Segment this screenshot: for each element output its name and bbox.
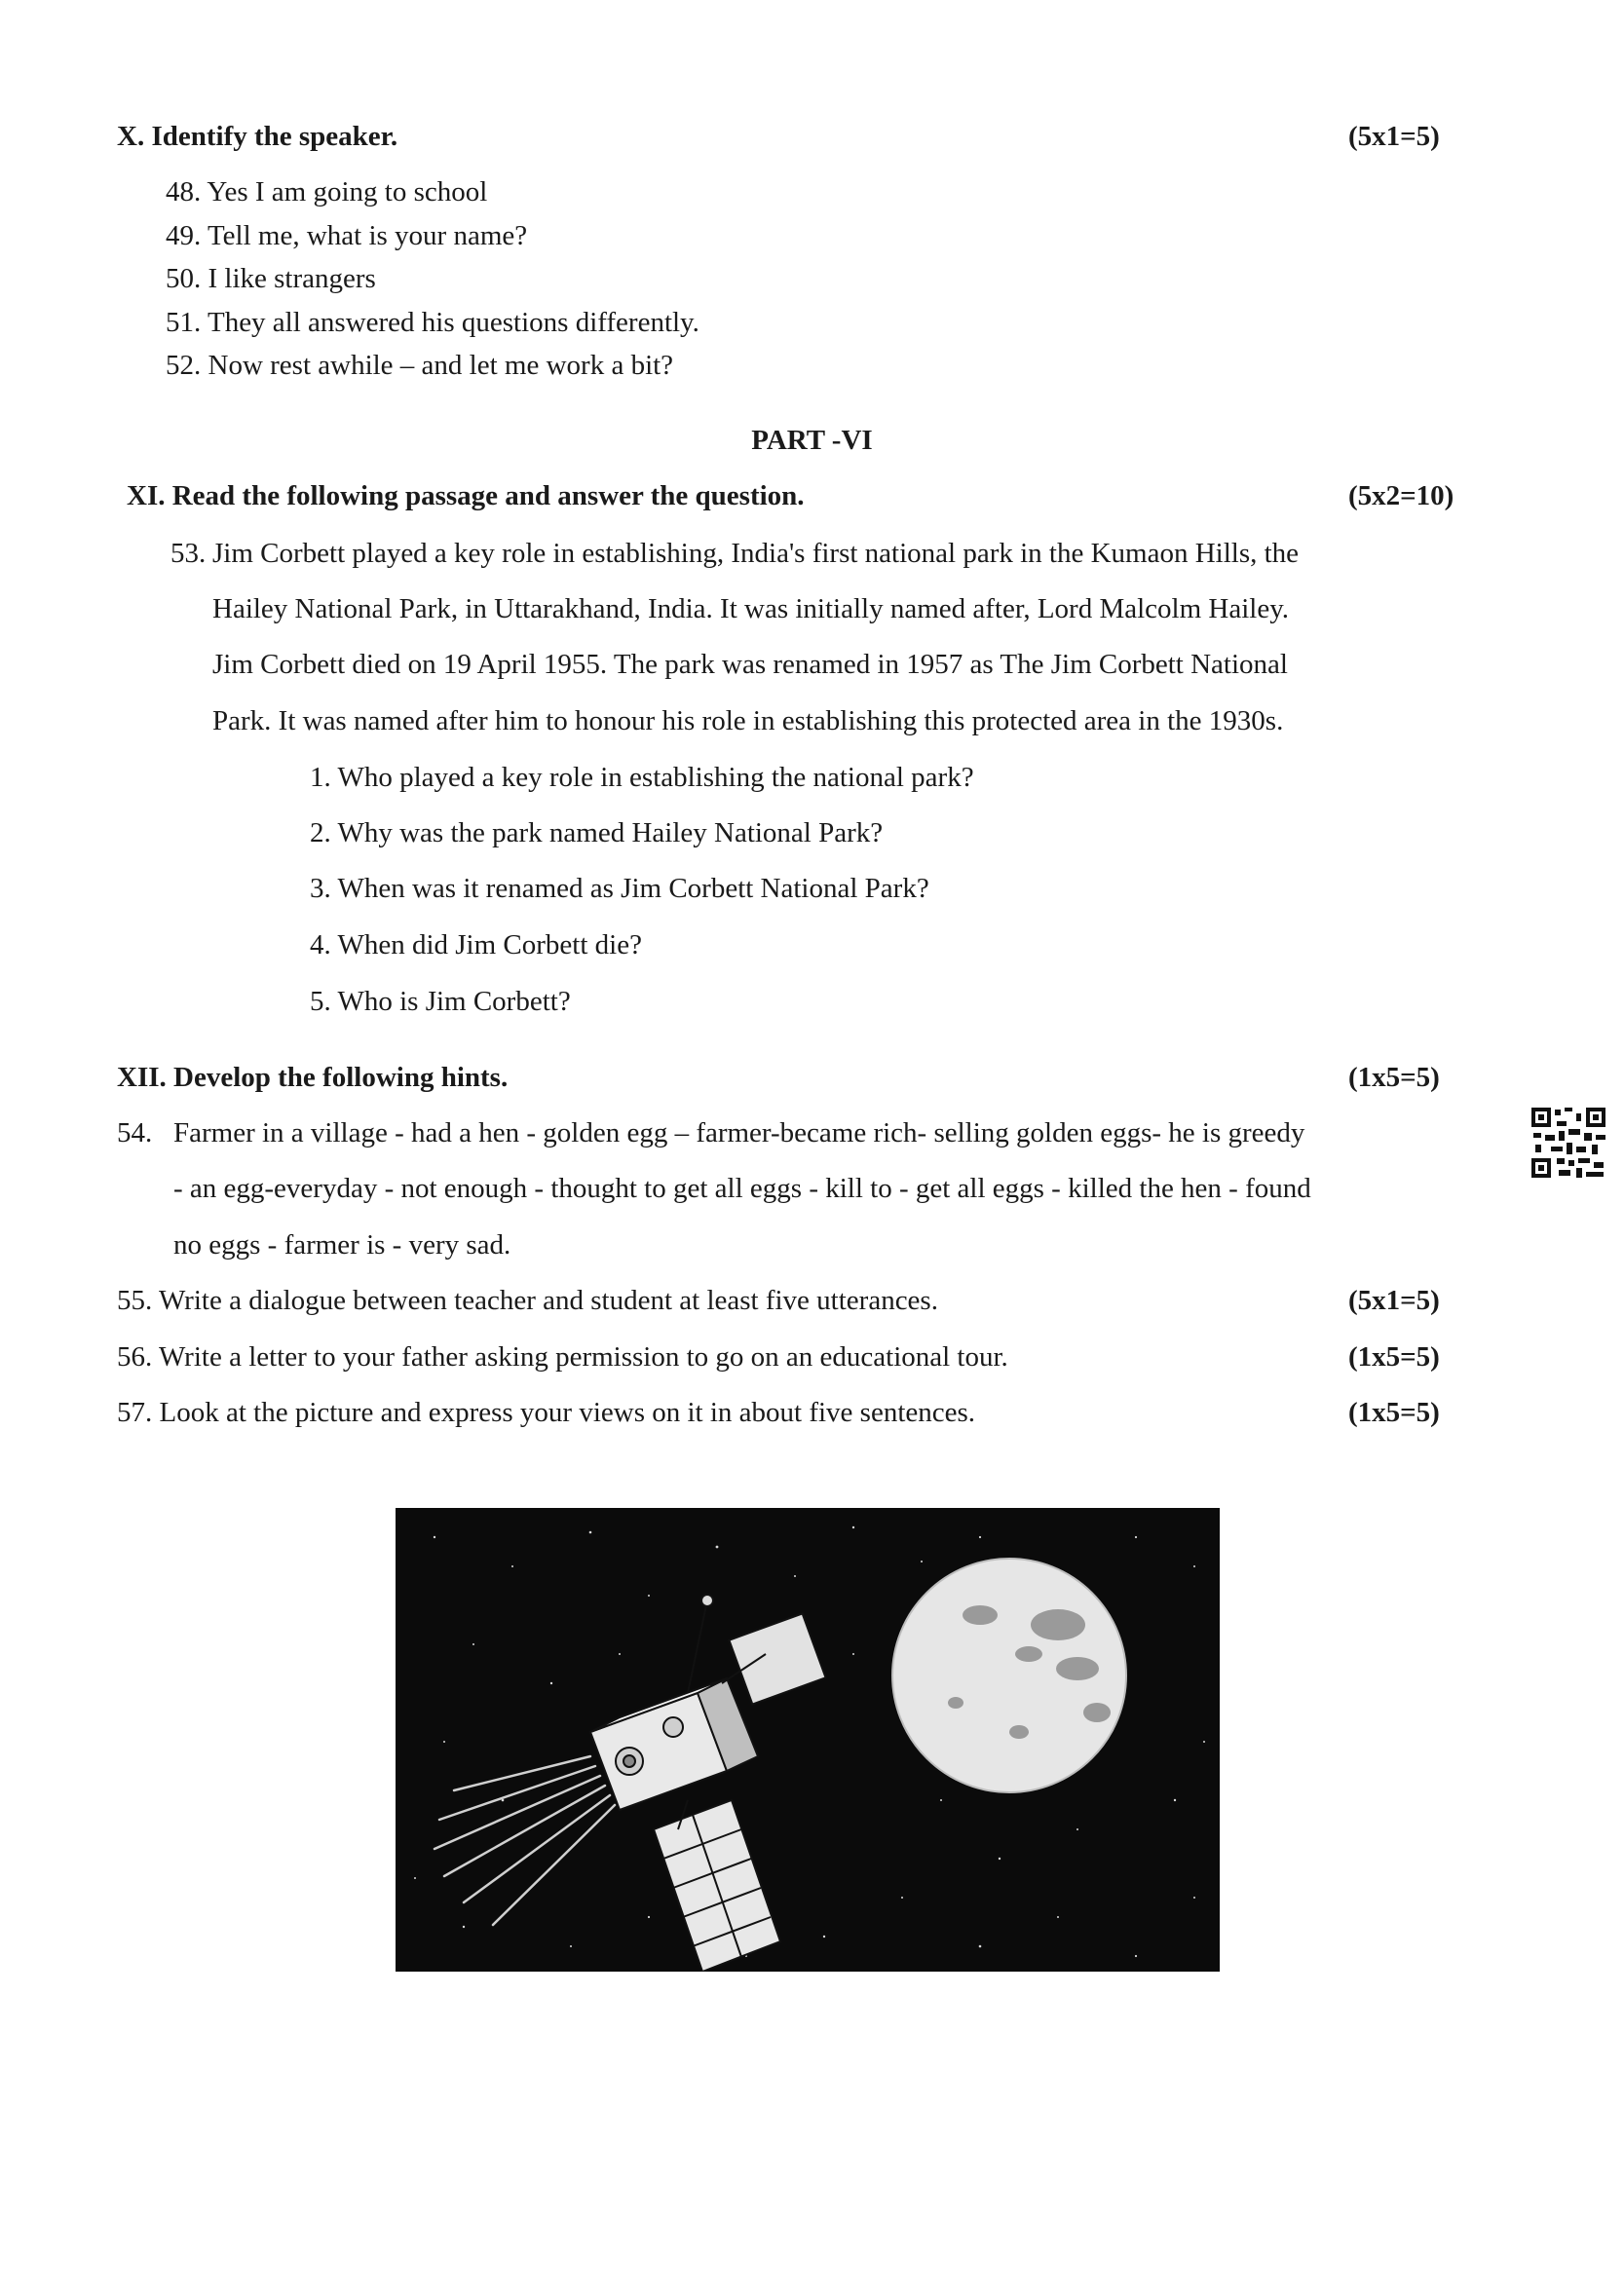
question-54-line-3: no eggs - farmer is - very sad.	[173, 1229, 511, 1261]
passage-question-5: 5. Who is Jim Corbett?	[310, 986, 571, 1017]
section-xii-marks: (1x5=5)	[1348, 1062, 1440, 1093]
passage-line-2: Hailey National Park, in Uttarakhand, India. It was initially named after, Lord Malcolm Hailey.	[212, 593, 1290, 624]
passage-question-3: 3. When was it renamed as Jim Corbett National Park?	[310, 873, 929, 904]
question-57-marks: (1x5=5)	[1348, 1397, 1440, 1428]
section-xi-marks: (5x2=10)	[1348, 480, 1454, 511]
question-55: 55. Write a dialogue between teacher and student at least five utterances.	[117, 1285, 938, 1316]
section-x-header	[0, 117, 1624, 156]
question-57: 57. Look at the picture and express your views on it in about five sentences.	[117, 1397, 976, 1428]
section-xii-header	[0, 1058, 1624, 1097]
passage-question-1: 1. Who played a key role in establishing the national park?	[310, 762, 974, 793]
passage-line-3: Jim Corbett died on 19 April 1955. The park was renamed in 1957 as The Jim Corbett National	[212, 649, 1288, 680]
section-xii-title: XII. Develop the following hints.	[117, 1062, 509, 1093]
passage-question-4: 4. When did Jim Corbett die?	[310, 929, 642, 960]
passage-line-4: Park. It was named after him to honour his role in establishing this protected area in the 1930s.	[212, 705, 1284, 736]
section-xi-title: XI. Read the following passage and answer the question.	[127, 480, 805, 511]
passage-line-1: Jim Corbett played a key role in establishing, India's first national park in the Kumaon Hills, the	[212, 538, 1300, 569]
question-52: 52. Now rest awhile – and let me work a bit?	[166, 350, 674, 381]
question-54-line-2: - an egg-everyday - not enough - thought to get all eggs - kill to - get all eggs - killed the hen - found	[173, 1173, 1311, 1204]
section-xi-header	[0, 476, 1624, 515]
passage-question-2: 2. Why was the park named Hailey National Park?	[310, 817, 884, 848]
question-54-number: 54.	[117, 1117, 153, 1148]
question-51: 51. They all answered his questions differently.	[166, 307, 699, 338]
part-title: PART -VI	[751, 425, 873, 456]
question-50: 50. I like strangers	[166, 263, 376, 294]
question-53-number: 53.	[170, 538, 207, 569]
question-48: 48. Yes I am going to school	[166, 176, 488, 207]
section-x-title: X. Identify the speaker.	[117, 121, 398, 152]
question-55-marks: (5x1=5)	[1348, 1285, 1440, 1316]
question-56: 56. Write a letter to your father asking permission to go on an educational tour.	[117, 1341, 1008, 1373]
section-x-marks: (5x1=5)	[1348, 121, 1440, 152]
question-56-marks: (1x5=5)	[1348, 1341, 1440, 1373]
question-54-line-1: Farmer in a village - had a hen - golden egg – farmer-became rich- selling golden eggs- he is greedy	[173, 1117, 1305, 1148]
satellite-moon-picture	[396, 1508, 1220, 1972]
qr-code-icon	[1530, 1106, 1607, 1180]
question-49: 49. Tell me, what is your name?	[166, 220, 528, 251]
